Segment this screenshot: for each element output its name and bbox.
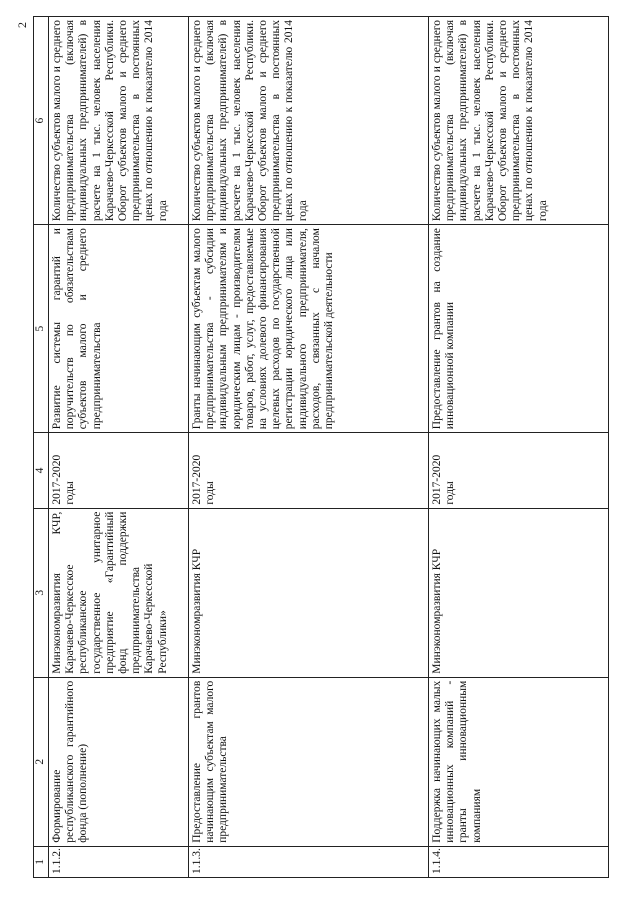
- result-cell: Гранты начинающим субъектам малого предпринимательства - субсидии индивидуальным предпринимателям и юридическим лицам - производителям товаров, работ, услуг, предоставляемые на условиях долевого финансирования целевых расходов по государственной регистрации юридического лица или индивидуального предпринимателя, расходов, связанных с началом предпринимательской деятельности: [189, 225, 429, 433]
- result-cell: Предоставление грантов на создание инновационной компании: [429, 225, 609, 433]
- column-header: 1: [34, 846, 49, 877]
- column-header: 6: [34, 17, 49, 225]
- measure-cell: Поддержка начинающих малых инновационных компаний - гранты инновационным компаниям: [429, 677, 609, 846]
- period-cell: 2017-2020 годы: [189, 433, 429, 508]
- table-row: [189, 17, 429, 878]
- page-number: 2: [15, 22, 29, 28]
- measure-cell: Формирование республиканского гарантийного фонда (пополнение): [49, 677, 189, 846]
- rotated-page: [15, 16, 609, 878]
- column-header: 3: [34, 508, 49, 677]
- table-row: [429, 17, 609, 878]
- period-cell: 2017-2020 годы: [429, 433, 609, 508]
- executor-cell: Минэкономразвития КЧР: [189, 508, 429, 677]
- column-header: 2: [34, 677, 49, 846]
- table-row: [49, 17, 189, 878]
- header-row: [34, 17, 49, 878]
- period-cell: 2017-2020 годы: [49, 433, 189, 508]
- indicator-cell: Количество субъектов малого и среднего предпринимательства (включая индивидуальных предпринимателей) в расчете на 1 тыс. человек населения Карачаево-Черкесской Республики. Оборот субъектов малого и среднего предпринимательства в постоянных ценах по отношению к показателю 2014 года: [49, 17, 189, 225]
- column-header: 4: [34, 433, 49, 508]
- row-number: 1.1.4.: [429, 846, 609, 877]
- result-cell: Развитие системы гарантий и поручительств по обязательствам субъектов малого и среднего предпринимательства: [49, 225, 189, 433]
- column-header: 5: [34, 225, 49, 433]
- row-number: 1.1.2.: [49, 846, 189, 877]
- program-table: [33, 16, 609, 878]
- row-number: 1.1.3.: [189, 846, 429, 877]
- executor-cell: Минэкономразвития КЧР: [429, 508, 609, 677]
- indicator-cell: Количество субъектов малого и среднего предпринимательства (включая индивидуальных предпринимателей) в расчете на 1 тыс. человек населения Карачаево-Черкесской Республики. Оборот субъектов малого и среднего предпринимательства в постоянных ценах по отношению к показателю 2014 года: [189, 17, 429, 225]
- indicator-cell: Количество субъектов малого и среднего предпринимательства (включая индивидуальных предпринимателей) в расчете на 1 тыс. человек населения Карачаево-Черкесской Республики. Оборот субъектов малого и среднего предпринимательства в постоянных ценах по отношению к показателю 2014 года: [429, 17, 609, 225]
- executor-cell: Минэкономразвития КЧР, Карачаево-Черкесское республиканское государственное унитарное предприятие «Гарантийный фонд поддержки предпринимательства Карачаево-Черкесской Республики»: [49, 508, 189, 677]
- measure-cell: Предоставление грантов начинающим субъектам малого предпринимательства: [189, 677, 429, 846]
